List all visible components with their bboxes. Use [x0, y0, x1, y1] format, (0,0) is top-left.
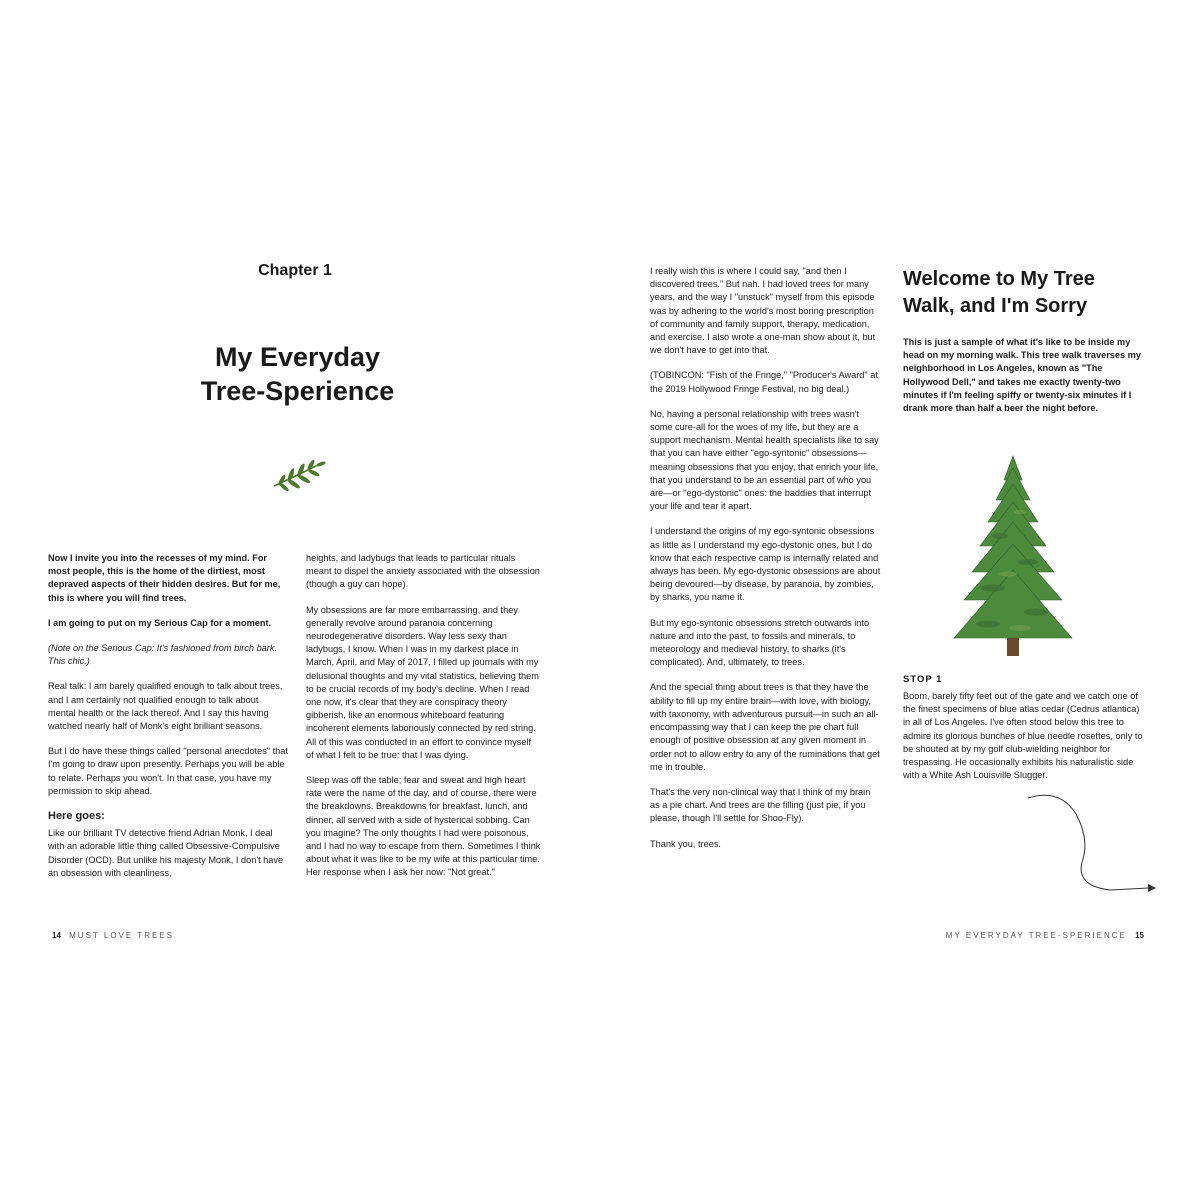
body-paragraph: Thank you, trees.	[650, 838, 721, 849]
right-column-1	[650, 265, 882, 863]
right-page-number: 15	[1135, 931, 1144, 940]
book-title-running-head: MUST LOVE TREES	[69, 931, 174, 940]
body-paragraph: But I do have these things called "personal anecdotes" that I'm going to draw upon presently. Perhaps you will be able to relate. Perhaps you won't. In that case, you have my permission to skip ahead.	[48, 746, 288, 796]
sidebar-title-line1: Welcome to My Tree	[903, 268, 1095, 290]
left-page-number: 14	[52, 931, 61, 940]
body-paragraph: But my ego-syntonic obsessions stretch outwards into nature and into the past, to fossils and minerals, to meteorology and medieval history, to sharks (it's complicated). And, ultimately, to trees.	[650, 617, 870, 668]
intro-paragraph: Now I invite you into the recesses of my mind. For most people, this is the home of the dirtiest, most depraved aspects of their hidden desires. But for me, this is where you will find trees.	[48, 553, 281, 603]
tree-illustration	[938, 452, 1088, 660]
stop-1-text-block	[903, 690, 1145, 794]
body-paragraph: And the special thing about trees is that they have the ability to fill up my entire brain—with love, with biology, with taxonomy, with adventurous pursuit—in such an all-encompassing way that I can keep the pie chart full enough of positive obsession at any given moment in order not to allow entry to any of the ruminations that get me in trouble.	[650, 682, 880, 772]
serious-cap-line: I am going to put on my Serious Cap for a moment.	[48, 617, 272, 628]
left-column-2	[306, 552, 541, 892]
sprig-icon	[268, 456, 328, 496]
body-paragraph: Like our brilliant TV detective friend Adrian Monk, I deal with an adorable little thing called Obsessive-Compulsive Disorder (OCD). But unlike his majesty Monk, I don't have an obsession with cleanliness,	[48, 828, 284, 878]
stop-1-text: Boom, barely fifty feet out of the gate and we catch one of the finest specimens of blue atlas cedar (Cedrus atlantica) in all of Los Angeles. I've often stood below this tree to admire its glorious bunches of blue needle rosettes, only to be shouted at by my golf club-wielding neighbor for trespassing. He occasionally exhibits his naturalistic side with a White Ash Louisville Slugger.	[903, 691, 1143, 781]
body-paragraph: I really wish this is where I could say, "and then I discovered trees." But nah. I had loved trees for many years, and the way I "unstuck" myself from this episode was by adhering to the world's most boring prescription of community and family support, therapy, medication, and exercise. I also wrote a one-man show about it, but we don't have to get into that.	[650, 266, 876, 356]
chapter-title-line1: My Everyday	[214, 342, 381, 372]
chapter-title	[140, 340, 455, 408]
curved-arrow	[1020, 790, 1160, 900]
sidebar-title	[903, 266, 1153, 320]
body-paragraph: Real talk: I am barely qualified enough to talk about trees, and I am certainly not qualified enough to talk about mental health or the lack thereof. And I say this having watched nearly half of Monk's eight brilliant seasons.	[48, 681, 283, 732]
chapter-running-head: MY EVERYDAY TREE-SPERIENCE	[945, 931, 1127, 940]
serious-cap-note: (Note on the Serious Cap: It's fashioned from birch bark. This chic.)	[48, 643, 278, 667]
sidebar-intro	[903, 336, 1145, 427]
chapter-title-line2: Tree-Sperience	[200, 376, 395, 406]
body-paragraph: That's the very non-clinical way that I think of my brain as a pie chart. And trees are the filling (just pie, if you please, though I'll settle for Shoo-Fly).	[650, 786, 871, 824]
sidebar-title-line2: Walk, and I'm Sorry	[903, 295, 1088, 317]
right-footer	[946, 931, 1148, 940]
sidebar-intro-text: This is just a sample of what it's like to be inside my head on my morning walk. This tree walk traverses my neighborhood in Los Angeles, known as "The Hollywood Dell," and takes me exactly twenty-two minutes if I'm feeling spiffy or twenty-six minutes if I drank more than half a beer the night before.	[903, 337, 1141, 414]
chapter-label: Chapter 1	[258, 262, 332, 279]
body-paragraph: No, having a personal relationship with trees wasn't some cure-all for the woes of my life, but they are a support mechanism. Mental health specialists like to say that you can have either "ego-syntonic" obsessions—meaning obsessions that you enjoy, that enrich your life, that you understand to be an essential part of who you are—or "ego-dystonic" ones: the baddies that interrupt your life and tear it apart.	[650, 408, 879, 512]
body-paragraph: heights, and ladybugs that leads to particular rituals meant to dispel the anxiety associated with the obsession (though a guy can hope).	[306, 553, 540, 590]
body-paragraph: (TOBINCON: "Fish of the Fringe," "Producer's Award" at the 2019 Hollywood Fringe Festival, no big deal.)	[650, 370, 878, 394]
stop-label: STOP 1	[903, 674, 943, 685]
left-footer	[48, 931, 174, 940]
body-paragraph: My obsessions are far more embarrassing, and they generally revolve around paranoia concerning neurodegenerative disorders. Way less sexy than ladybugs, I know. When I was in my darkest place in March, April, and May of 2017, I filled up journals with my delusional thoughts and my vital statistics, believing them to be crucial records of my body's decline. When I read one now, it's clear that they are conspiracy theory gibberish, like an enormous whiteboard featuring incoherent elements laboriously connected by red string. All of this was conducted in an effort to convince myself of what I felt to be true: that I was dying.	[306, 604, 539, 760]
here-goes-heading: Here goes:	[48, 810, 105, 823]
left-column-1	[48, 552, 288, 892]
body-paragraph: Sleep was off the table; fear and sweat and high heart rate were the name of the day, and of course, there were the breakdowns. Breakdowns for breakfast, lunch, and dinner, all served with a side of hysterical sobbing. Can you imagine? The only thoughts I had were poisonous, and I had no way to escape from them. Sometimes I think about what it was like to be my wife at this particular time. Her response when I ask her now: "Not great."	[306, 775, 541, 878]
body-paragraph: I understand the origins of my ego-syntonic obsessions as little as I understand my ego-dystonic ones, but I do know that each respective camp is internally related and always has been. My ego-dystonic obsessions are about being devoured—by disease, by paranoia, by zombies, by sharks, you name it.	[650, 526, 881, 603]
